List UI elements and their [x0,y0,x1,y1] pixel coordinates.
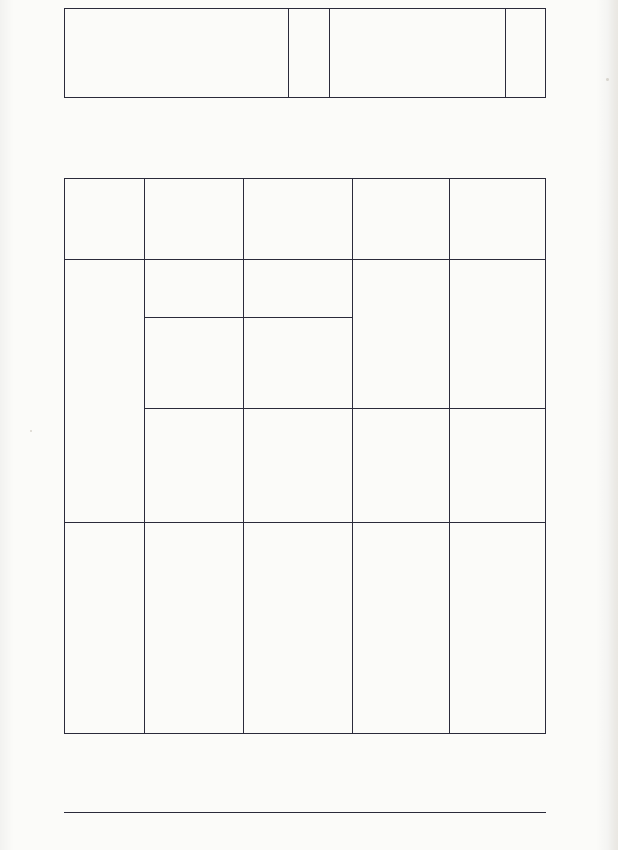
column-d-cell-2 [353,259,449,408]
scan-speck [30,430,32,432]
paper-edge-shadow [608,0,618,850]
main-table [64,178,546,734]
inventory-cell-1 [244,179,353,259]
item-cell-3 [145,317,243,409]
main-table-column-items [145,179,244,734]
top-table [64,8,546,98]
table-row [65,9,546,98]
top-table-cell-2 [289,9,331,98]
column-a-cell-2 [65,259,144,522]
item-cell-2 [145,259,243,317]
top-table-cell-1 [65,9,289,98]
main-table-column-d [353,179,450,734]
table-row [65,179,546,734]
column-e-cell-2 [450,259,545,408]
main-table-column-e [450,179,546,734]
top-table-cell-3 [330,9,506,98]
scan-speck [606,78,609,81]
top-table-cell-4 [506,9,546,98]
column-e-cell-4 [450,522,545,733]
column-e-cell-3 [450,408,545,522]
column-a-cell-3 [65,522,144,733]
column-d-cell-1 [353,179,449,259]
item-cell-4 [145,408,243,522]
inventory-cell-4 [244,408,353,522]
main-table-column-a [65,179,145,734]
inventory-cell-3 [244,317,353,409]
item-cell-5 [145,522,243,733]
inventory-cell-5 [244,522,353,733]
column-a-cell-1 [65,179,144,259]
main-table-column-inventory [244,179,354,734]
inventory-cell-2 [244,259,353,317]
item-cell-1 [145,179,243,259]
bottom-rule [64,812,546,813]
column-e-cell-1 [450,179,545,259]
column-d-cell-3 [353,408,449,522]
column-d-cell-4 [353,522,449,733]
